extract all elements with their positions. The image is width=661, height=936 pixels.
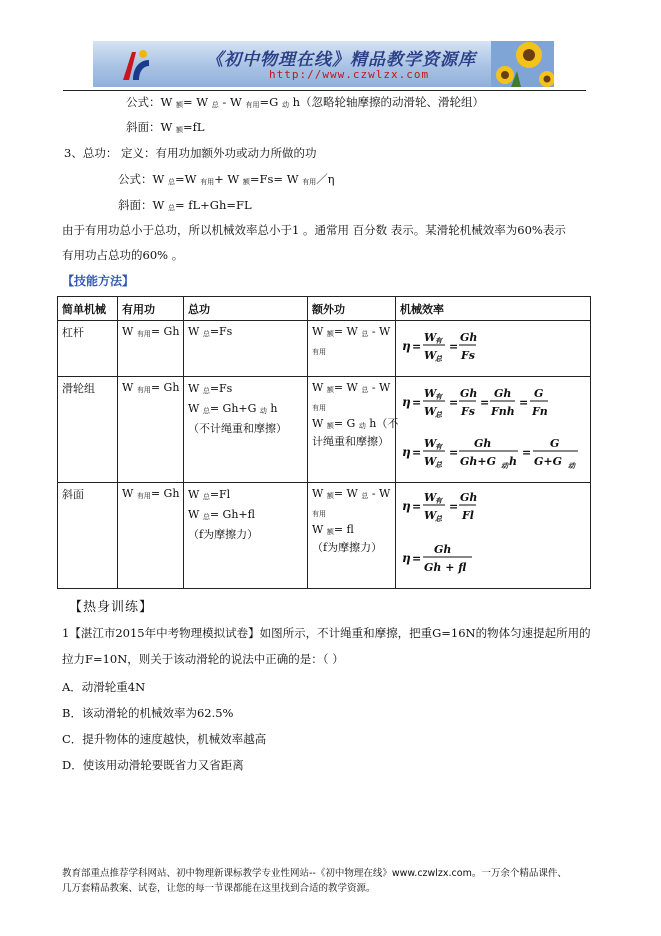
svg-text:G: G xyxy=(534,387,544,400)
svg-text:Gh: Gh xyxy=(434,543,452,556)
extra-work-cell: W 额= W 总 - W 有用 W 额= fl （f为摩擦力） xyxy=(308,483,396,589)
formula-total-work: 公式：W 总=W 有用+ W 额=Fs= W 有用／η xyxy=(118,172,335,186)
svg-text:动: 动 xyxy=(568,461,575,470)
page-footer xyxy=(62,866,567,896)
svg-text:=: = xyxy=(522,446,532,459)
efficiency-cell xyxy=(396,377,591,483)
svg-text:W: W xyxy=(424,437,437,450)
svg-text:=: = xyxy=(412,396,422,409)
svg-text:Gh: Gh xyxy=(460,331,478,344)
section-warmup: 【热身训练】 xyxy=(69,600,154,615)
svg-text:η: η xyxy=(402,499,411,513)
svg-text:G+G: G+G xyxy=(534,455,563,468)
svg-text:η: η xyxy=(402,445,411,459)
option-d: D．使该用动滑轮要既省力又省距离 xyxy=(62,758,244,772)
question-stem-line2: 拉力F=10N，则关于该动滑轮的说法中正确的是：（ ） xyxy=(62,652,344,666)
section-skill-methods: 【技能方法】 xyxy=(62,274,135,288)
efficiency-note-line2: 有用功占总功的60% 。 xyxy=(62,248,184,262)
svg-text:Fl: Fl xyxy=(462,509,474,522)
svg-text:W: W xyxy=(424,405,437,418)
table-header-row xyxy=(58,297,591,321)
svg-text:总: 总 xyxy=(435,514,442,523)
extra-work-cell: W 额= W 总 - W 有用 xyxy=(308,321,396,377)
simple-machines-table xyxy=(57,296,591,589)
table-row xyxy=(58,483,591,589)
svg-text:Gh + fl: Gh + fl xyxy=(424,561,467,574)
svg-text:Gh: Gh xyxy=(460,387,478,400)
svg-text:η: η xyxy=(402,339,411,353)
svg-text:有: 有 xyxy=(435,336,442,345)
svg-text:Gh: Gh xyxy=(474,437,492,450)
header-banner xyxy=(93,41,554,87)
header-mechanism: 简单机械 xyxy=(58,297,118,321)
svg-text:W: W xyxy=(424,387,437,400)
total-work-cell: W 总=Fl W 总= Gh+fl （f为摩擦力） xyxy=(184,483,308,589)
svg-text:有: 有 xyxy=(435,442,442,451)
svg-text:有: 有 xyxy=(435,496,442,505)
mechanism-incline: 斜面 xyxy=(58,483,118,589)
efficiency-cell xyxy=(396,321,591,377)
efficiency-formula-incline xyxy=(400,486,520,582)
svg-text:=: = xyxy=(412,552,422,565)
svg-text:动: 动 xyxy=(501,461,508,470)
header-efficiency: 机械效率 xyxy=(396,297,591,321)
table-row xyxy=(58,377,591,483)
svg-text:总: 总 xyxy=(435,460,442,469)
useful-work-cell: W 有用= Gh xyxy=(118,321,184,377)
header-useful-work: 有用功 xyxy=(118,297,184,321)
useful-work-cell: W 有用= Gh xyxy=(118,377,184,483)
footer-line1: 教育部重点推荐学科网站、初中物理新课标教学专业性网站--《初中物理在线》www.czwlzx.com。一万余个精品课件、 xyxy=(62,868,567,879)
header-divider xyxy=(63,90,586,91)
efficiency-note-line1: 由于有用功总小于总功，所以机械效率总小于1 。通常用 百分数 表示。某滑轮机械效率为60%表示 xyxy=(62,223,566,237)
sunflower-icon xyxy=(491,41,554,87)
header-url[interactable]: http://www.czwlzx.com xyxy=(269,68,430,81)
useful-work-cell: W 有用= Gh xyxy=(118,483,184,589)
svg-text:=: = xyxy=(412,446,422,459)
svg-text:W: W xyxy=(424,349,437,362)
svg-text:W: W xyxy=(424,455,437,468)
svg-text:η: η xyxy=(402,551,411,565)
svg-text:=: = xyxy=(449,340,459,353)
header-extra-work: 额外功 xyxy=(308,297,396,321)
logo-icon xyxy=(119,46,153,82)
svg-text:Gh+G: Gh+G xyxy=(460,455,497,468)
svg-text:Fs: Fs xyxy=(461,349,476,362)
formula-total-work-incline: 斜面：W 总= fL+Gh=FL xyxy=(118,198,252,212)
svg-text:Fs: Fs xyxy=(461,405,476,418)
option-a: A．动滑轮重4N xyxy=(62,680,146,694)
formula-extra-work-incline: 斜面：W 额=fL xyxy=(126,120,205,134)
svg-text:=: = xyxy=(519,396,529,409)
svg-text:h: h xyxy=(509,455,517,468)
efficiency-cell xyxy=(396,483,591,589)
svg-text:总: 总 xyxy=(435,354,442,363)
svg-text:Fn: Fn xyxy=(532,405,548,418)
svg-text:=: = xyxy=(412,340,422,353)
svg-text:W: W xyxy=(424,491,437,504)
formula-extra-work-pulley: 公式：W 额= W 总 - W 有用=G 动 h（忽略轮轴摩擦的动滑轮、滑轮组） xyxy=(126,95,484,109)
header-title: 《初中物理在线》精品教学资源库 xyxy=(206,50,476,70)
svg-text:有: 有 xyxy=(435,392,442,401)
svg-text:=: = xyxy=(449,396,459,409)
efficiency-formula-pulley xyxy=(400,380,585,476)
svg-text:Fnh: Fnh xyxy=(491,405,515,418)
svg-text:W: W xyxy=(424,509,437,522)
mechanism-pulley: 滑轮组 xyxy=(58,377,118,483)
svg-text:总: 总 xyxy=(435,410,442,419)
extra-work-cell: W 额= W 总 - W 有用 W 额= G 动 h（不 计绳重和摩擦） xyxy=(308,377,396,483)
svg-text:=: = xyxy=(412,500,422,513)
option-b: B．该动滑轮的机械效率为62.5% xyxy=(62,706,234,720)
footer-line2: 几万套精品教案、试卷，让您的每一节课都能在这里找到合适的教学资源。 xyxy=(62,883,376,894)
efficiency-formula-lever xyxy=(400,326,520,366)
svg-text:Gh: Gh xyxy=(494,387,512,400)
mechanism-lever: 杠杆 xyxy=(58,321,118,377)
svg-text:=: = xyxy=(449,500,459,513)
svg-text:W: W xyxy=(424,331,437,344)
total-work-cell: W 总=Fs xyxy=(184,321,308,377)
total-work-cell: W 总=Fs W 总= Gh+G 动 h （不计绳重和摩擦） xyxy=(184,377,308,483)
svg-text:=: = xyxy=(480,396,490,409)
svg-text:η: η xyxy=(402,395,411,409)
question-stem-line1: 1【湛江市2015年中考物理模拟试卷】如图所示，不计绳重和摩擦，把重G=16N的物体匀速提起所用的 xyxy=(62,626,591,640)
svg-text:G: G xyxy=(550,437,560,450)
option-c: C．提升物体的速度越快，机械效率越高 xyxy=(62,732,267,746)
total-work-definition: 3、总功： 定义：有用功加额外功或动力所做的功 xyxy=(64,146,317,160)
table-row xyxy=(58,321,591,377)
svg-text:Gh: Gh xyxy=(460,491,478,504)
header-total-work: 总功 xyxy=(184,297,308,321)
svg-text:=: = xyxy=(449,446,459,459)
